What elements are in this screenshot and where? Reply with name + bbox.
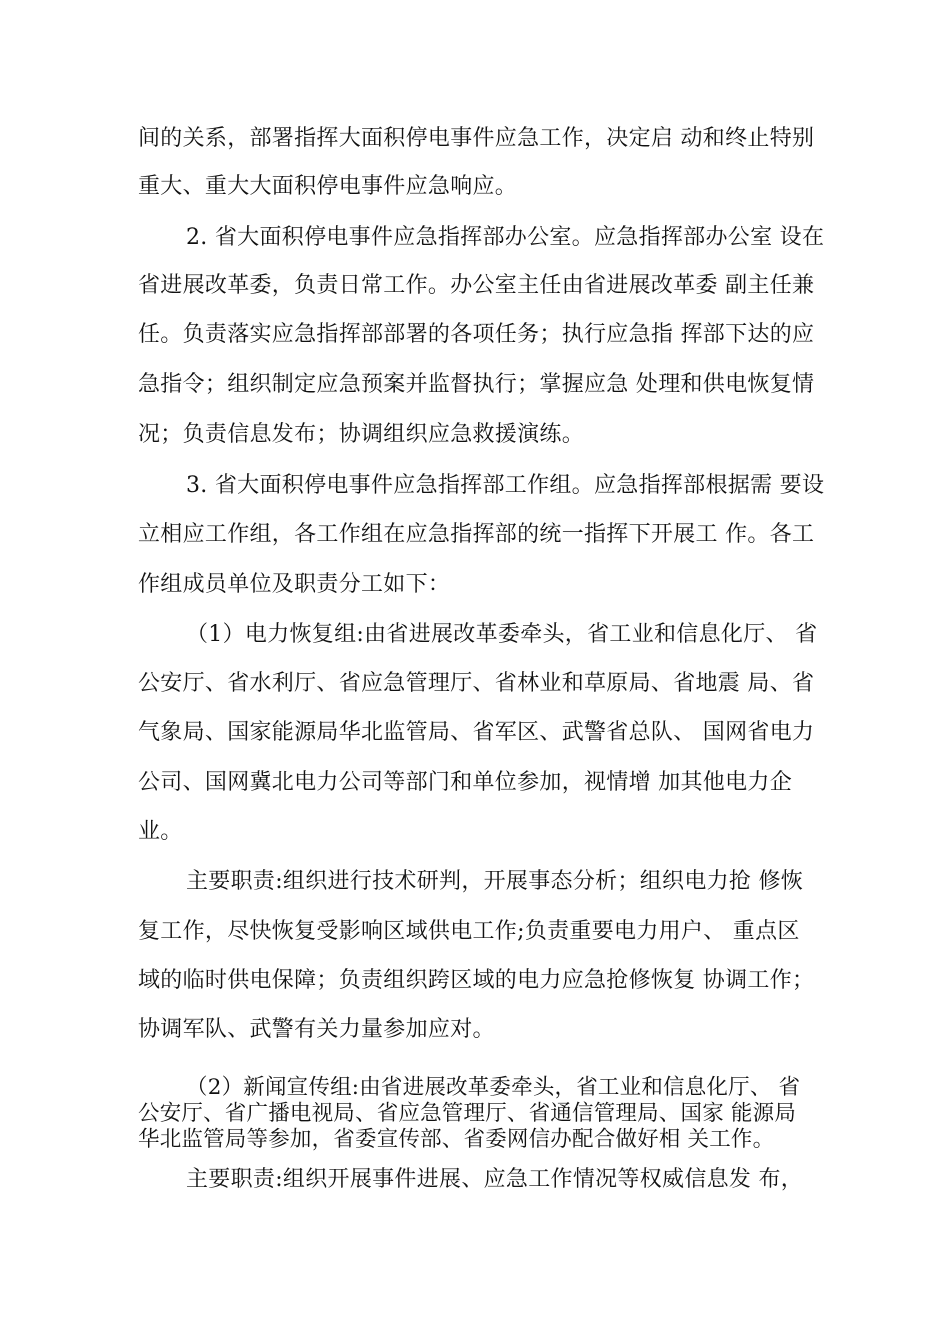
text-line: （2）新闻宣传组:由省进展改革委牵头，省工业和信息化厅、 省 — [186, 1075, 801, 1100]
text-line: 业。 — [138, 819, 183, 844]
text-line: 间的关系，部署指挥大面积停电事件应急工作，决定启 动和终止特别 — [138, 126, 815, 151]
text-line: 重大、重大大面积停电事件应急响应。 — [138, 174, 518, 199]
text-line: 3. 省大面积停电事件应急指挥部工作组。应急指挥部根据需 要设 — [186, 473, 825, 498]
text-line: 作组成员单位及职责分工如下： — [138, 572, 451, 597]
text-line: 公司、国网冀北电力公司等部门和单位参加，视情增 加其他电力企 — [138, 770, 792, 795]
text-line: 主要职责:组织进行技术研判，开展事态分析；组织电力抢 修恢 — [186, 869, 804, 894]
text-line: 气象局、国家能源局华北监管局、省军区、武警省总队、 国网省电力 — [138, 720, 815, 745]
text-line: 主要职责:组织开展事件进展、应急工作情况等权威信息发 布， — [186, 1167, 804, 1192]
text-line: 公安厅、省广播电视局、省应急管理厅、省通信管理局、国家 能源局 — [138, 1101, 797, 1126]
text-line: 况；负责信息发布；协调组织应急救援演练。 — [138, 422, 585, 447]
text-line: 立相应工作组，各工作组在应急指挥部的统一指挥下开展工 作。各工 — [138, 522, 815, 547]
text-line: 急指令；组织制定应急预案并监督执行；掌握应急 处理和供电恢复情 — [138, 372, 815, 397]
text-line: 省进展改革委，负责日常工作。办公室主任由省进展改革委 副主任兼 — [138, 273, 815, 298]
text-line: （1）电力恢复组:由省进展改革委牵头，省工业和信息化厅、 省 — [186, 622, 818, 647]
text-line: 协调军队、武警有关力量参加应对。 — [138, 1017, 495, 1042]
text-line: 公安厅、省水利厅、省应急管理厅、省林业和草原局、省地震 局、省 — [138, 671, 815, 696]
text-line: 域的临时供电保障；负责组织跨区域的电力应急抢修恢复 协调工作； — [138, 968, 815, 993]
text-line: 任。负责落实应急指挥部部署的各项任务；执行应急指 挥部下达的应 — [138, 322, 815, 347]
text-line: 2. 省大面积停电事件应急指挥部办公室。应急指挥部办公室 设在 — [186, 225, 825, 250]
text-line: 复工作，尽快恢复受影响区域供电工作;负责重要电力用户、 重点区 — [138, 919, 800, 944]
text-line: 华北监管局等参加，省委宣传部、省委网信办配合做好相 关工作。 — [138, 1127, 775, 1152]
